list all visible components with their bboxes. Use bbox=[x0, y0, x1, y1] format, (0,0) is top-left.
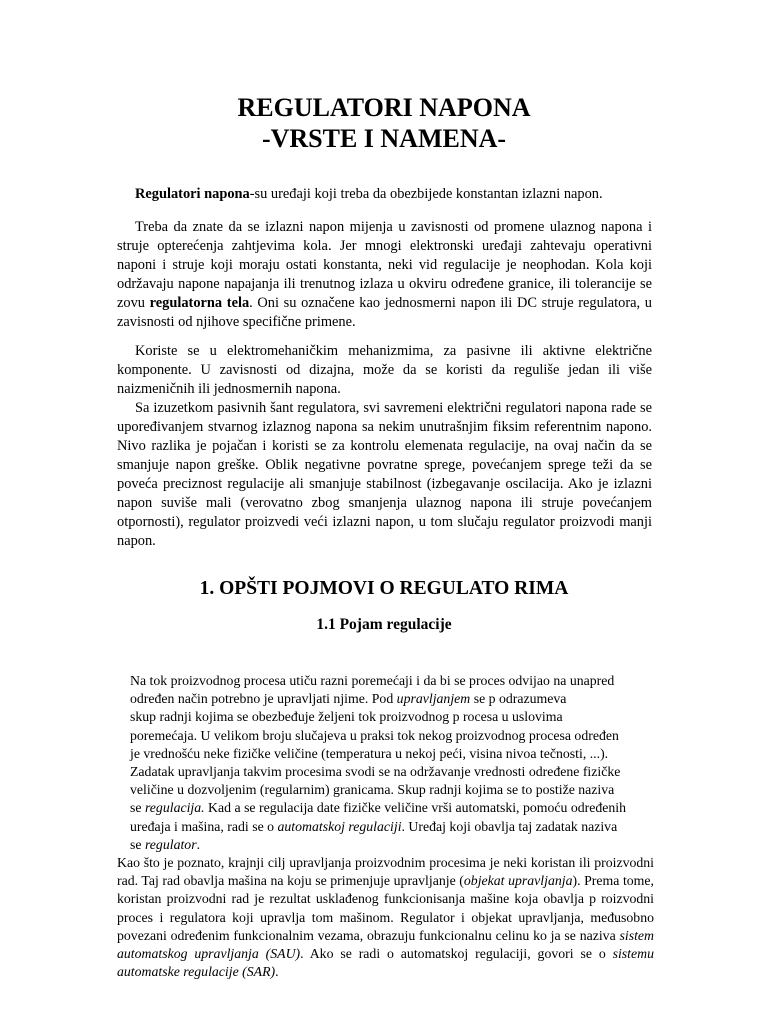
italic-term: regulacija. bbox=[144, 800, 205, 816]
text-line bbox=[130, 690, 654, 708]
text-span: se p odrazumeva bbox=[470, 691, 567, 707]
section-paragraph-2 bbox=[117, 854, 654, 981]
text-span: . bbox=[196, 836, 201, 852]
italic-term: upravljanjem bbox=[396, 691, 471, 707]
text-line bbox=[130, 799, 654, 817]
section-paragraph-1 bbox=[130, 672, 654, 854]
intro-paragraph-4: Sa izuzetkom pasivnih šant regulatora, svi savremeni električni regulatori napona rade se upoređivanjem stvarnog izlaznog napona sa nekim unutrašnjim fiksim referentnim napono. Nivo razlika je pojačan i koristi se za kontrolu elemenata regulacije, na ovaj način da se smanjuje napon greške. Oblik negativne povratne sprege, povećanjem sprege teži da se poveća preciznost regulacije ali smanjuje stabilnost (izbegavanje oscilacija. Ako je izlazni napon suviše mali (verovatno zbog smanjenja ulaznog napona ili struje povećanjem otpornosti), regulator proizvedi veći izlazni napon, u tom slučaju regulator proizvodi manji napon. bbox=[117, 400, 652, 549]
intro-p2-b: . Oni su označene kao jednosmerni napon ili DC struje regulatora, u zavisnosti od njihove specifične primene. bbox=[117, 295, 653, 330]
document-title bbox=[0, 92, 768, 154]
text-span: Kao što je poznato, krajnji cilj upravljanja proizvodnim procesima je neki koristan ili proizvodni rad. Taj rad obavlja mašina na koju se primenjuje upravljanje ( bbox=[117, 855, 654, 889]
italic-term: objekat upravljanja bbox=[463, 873, 573, 889]
text-line: je vrednošću neke fizičke veličine (temperatura u nekoj peći, visina nivoa tečnosti, ...). bbox=[130, 745, 609, 761]
title-line-2: -VRSTE I NAMENA- bbox=[261, 124, 507, 153]
italic-term: sistem automatskog upravljanja (SAU) bbox=[117, 927, 654, 962]
text-line: veličine u dozvoljenim (regularnim) granicama. Skup radnji kojima se to postiže naziva bbox=[130, 782, 615, 798]
text-line bbox=[130, 836, 654, 854]
intro-bold-term: Regulatori napona bbox=[135, 186, 250, 202]
text-span: . Ako se radi o automatskoj regulaciji, govori se o bbox=[300, 946, 613, 962]
subsection-heading: 1.1 Pojam regulacije bbox=[316, 616, 452, 633]
intro-paragraph-1 bbox=[117, 185, 652, 204]
intro-section bbox=[117, 185, 652, 551]
intro-p1-rest: -su uređaji koji treba da obezbijede konstantan izlazni napon. bbox=[249, 186, 603, 202]
text-span: Kad a se regulacija date fizičke veličine vrši automatski, pomoću određenih bbox=[204, 800, 627, 816]
text-span: ). Prema tome, koristan proizvodni rad je rezultat usklađenog funkcionisanja mašine koja obavlja p roizvodni proces i regulatora koji upravlja tom mašinom. Regulator i objekat upravljanja, međusobno povezani određenim funkcionalnim vezama, obrazuju funkcionalnu celinu ko ja se naziva bbox=[117, 873, 654, 943]
section-heading: 1. OPŠTI POJMOVI O REGULATO RIMA bbox=[199, 578, 569, 599]
text-line: skup radnji kojima se obezbeđuje željeni tok proizvodnog p rocesa u uslovima bbox=[130, 709, 563, 725]
text-span: određen način potrebno je upravljati njime. Pod bbox=[130, 691, 397, 707]
italic-term: sistemu automatske regulacije (SAR) bbox=[117, 946, 654, 980]
text-span: . Uređaj koji obavlja taj zadatak naziva bbox=[401, 818, 618, 834]
intro-p2-a: Treba da znate da se izlazni napon mijenja u zavisnosti od promene ulaznog napona i struje opterećenja zahtjevima kola. Jer mnogi elektronski uređaji zahtevaju operativni naponi i struje koji moraju ostati konstanta, neki vid regulacije je neophodan. Kola koji održavaju napone napajanja ili trenutnog izlaza u okviru određene granice, ili tolerancije se zovu bbox=[117, 219, 652, 311]
text-line: poremećaja. U velikom broju slučajeva u praksi tok nekog proizvodnog procesa određen bbox=[130, 727, 619, 743]
text-span: se bbox=[130, 800, 145, 816]
title-line-1: REGULATORI NAPONA bbox=[237, 93, 531, 122]
text-line bbox=[130, 818, 654, 836]
text-span: se bbox=[130, 836, 145, 852]
section-body bbox=[117, 672, 654, 981]
intro-p2-bold: regulatorna tela bbox=[149, 295, 250, 311]
italic-term: automatskoj regulaciji bbox=[277, 818, 402, 834]
intro-paragraph-3: Koriste se u elektromehaničkim mehanizmima, za pasivne ili aktivne električne komponente. U zavisnosti od dizajna, može da se koristi da reguliše jedan ili više naizmeničnih ili jednosmernih napona. bbox=[117, 343, 652, 397]
text-line: Zadatak upravljanja takvim procesima svodi se na održavanje vrednosti određene fizičke bbox=[130, 764, 621, 780]
italic-term: regulator bbox=[144, 836, 197, 852]
text-span: uređaja i mašina, radi se o bbox=[130, 818, 278, 834]
text-span: . bbox=[275, 964, 279, 980]
intro-paragraph-2 bbox=[117, 218, 652, 332]
text-line: Na tok proizvodnog procesa utiču razni poremećaji i da bi se proces odvijao na unapred bbox=[130, 673, 615, 688]
